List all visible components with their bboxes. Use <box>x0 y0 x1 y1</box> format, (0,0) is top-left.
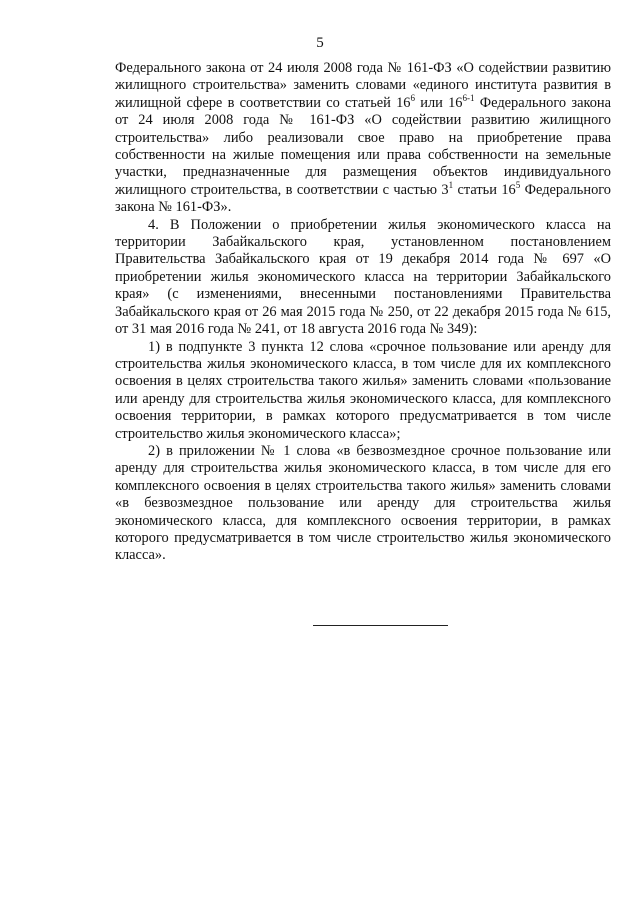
paragraph-item-4 <box>115 217 611 339</box>
document-body <box>115 60 611 565</box>
text-run: 1) в подпункте 3 пункта 12 слова «срочное пользование или аренду для строительства жилья экономического класса, в том числе для их комплексного освоения в целях строительства такого жилья» заменить словами «пользование или аренду для строительства жилья экономического класса, для комплексного освоения территории, в рамках которого предусматривается в том числе строительство жилья экономического класса»; <box>115 338 611 442</box>
paragraph-continuation <box>115 60 611 217</box>
superscript-index: 1 <box>448 179 454 190</box>
text-run: 2) в приложении № 1 слова «в безвозмездное срочное пользование или аренду для строительства жилья экономического класса, в том числе для его комплексного освоения в целях строительства такого жилья» заменить словами «в безвозмездное пользование или аренду для строительства жилья экономического класса, для комплексного освоения территории, в рамках которого предусматривается в том числе строительство жилья экономического класса». <box>115 442 611 564</box>
text-run: Федерального закона от 24 июля 2008 года № 161-ФЗ «О содействии развитию жилищного строительства» заменить словами «единого института развития в жилищной сфере в соответствии со статьей 16 <box>115 60 611 111</box>
text-run: 4. В Положении о приобретении жилья экономического класса на территории Забайкальского края, установленном постановлением Правительства Забайкальского края от 19 декабря 2014 года № 697 «О приобретении жилья экономического класса на территории Забайкальского края» (с изменениями, внесенными постановлениями Правительства Забайкальского края от 26 мая 2015 года № 250, от 22 декабря 2015 года № 615, от 31 мая 2016 года № 241, от 18 августа 2016 года № 349): <box>115 216 611 338</box>
paragraph-subitem-1 <box>115 339 611 443</box>
page-number: 5 <box>316 35 324 51</box>
end-separator-line <box>313 625 448 626</box>
superscript-index: 5 <box>515 179 521 190</box>
superscript-index: 6-1 <box>462 92 475 103</box>
paragraph-subitem-2 <box>115 443 611 565</box>
text-run: Федерального закона № 161-ФЗ». <box>115 181 612 216</box>
text-run: Федерального закона от 24 июля 2008 года № 161-ФЗ «О содействии развитию жилищного строительства» либо реализовали свое право на приобретение права собственности на жилые помещения или права собственности на земельные участки, предназначенные для размещения объектов индивидуального жилищного строительства, в соответствии с частью 3 <box>115 94 611 198</box>
superscript-index: 6 <box>410 92 415 103</box>
text-run: статьи 16 <box>453 181 516 198</box>
text-run: или 16 <box>415 94 463 111</box>
